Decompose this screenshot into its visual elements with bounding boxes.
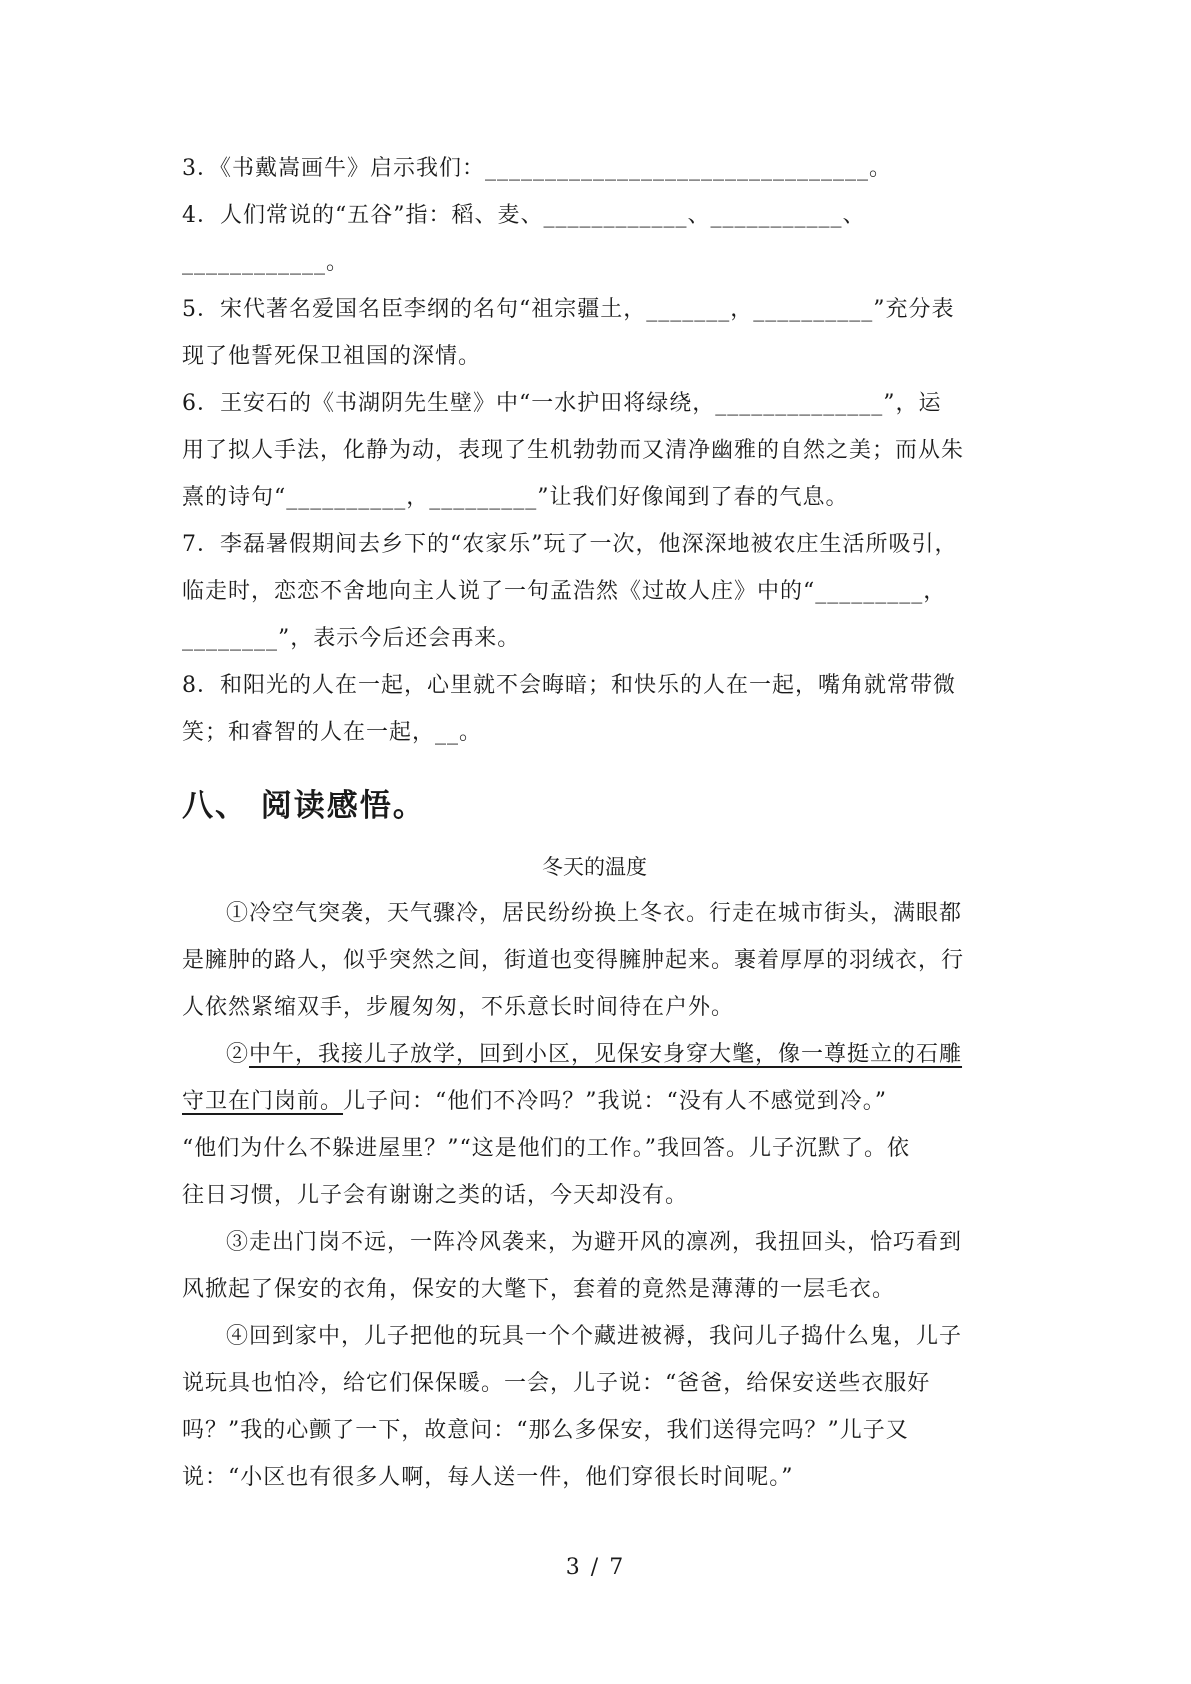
paragraph-line: 说玩具也怕冷，给它们保保暖。一会，儿子说：“爸爸，给保安送些衣服好: [182, 1371, 931, 1396]
paragraph-marker: ②: [226, 1042, 250, 1067]
paragraph-line: 往日习惯，儿子会有谢谢之类的话，今天却没有。: [182, 1183, 689, 1208]
paragraph-line: ④回到家中，儿子把他的玩具一个个藏进被褥，我问儿子捣什么鬼，儿子: [226, 1324, 963, 1349]
page-number: 3 / 7: [565, 1555, 626, 1580]
paragraph-line: ③走出门岗不远，一阵冷风袭来，为避开风的凛冽，我扭回头，恰巧看到: [226, 1230, 963, 1255]
question-line: 3．《书戴嵩画牛》启示我们：________________________________。: [182, 156, 892, 181]
passage-title: 冬天的温度: [542, 855, 647, 879]
question-line: 7．李磊暑假期间去乡下的“农家乐”玩了一次，他深深地被农庄生活所吸引，: [182, 532, 958, 557]
paragraph-line: 人依然紧缩双手，步履匆匆，不乐意长时间待在户外。: [182, 995, 735, 1020]
question-line: 熹的诗句“__________，_________”让我们好像闻到了春的气息。: [182, 485, 849, 510]
question-line: ____________。: [182, 250, 350, 275]
question-line: 8．和阳光的人在一起，心里就不会晦暗；和快乐的人在一起，嘴角就常带微: [182, 673, 956, 698]
question-8: [182, 662, 1007, 756]
paragraph-line: 风掀起了保安的衣角，保安的大氅下，套着的竟然是薄薄的一层毛衣。: [182, 1277, 896, 1302]
passage-paragraph-2: [182, 1031, 1007, 1219]
question-7: [182, 521, 1007, 662]
passage-paragraph-3: [182, 1219, 1007, 1313]
question-5: [182, 286, 1007, 380]
section-heading: 八、 阅读感悟。: [182, 788, 426, 824]
question-3: [182, 145, 1007, 192]
paragraph-line: [182, 1078, 1007, 1125]
paragraph-line: “他们为什么不躲进屋里？”“这是他们的工作。”我回答。儿子沉默了。依: [182, 1136, 910, 1161]
question-line: 6．王安石的《书湖阴先生壁》中“一水护田将绿绕，______________”，运: [182, 391, 942, 416]
question-line: 笑；和睿智的人在一起，__。: [182, 720, 483, 745]
passage-paragraph-4: [182, 1313, 1007, 1501]
underlined-sentence: 守卫在门岗前。: [182, 1089, 344, 1114]
passage-paragraph-1: [182, 890, 1007, 1031]
paragraph-line: 是臃肿的路人，似乎突然之间，街道也变得臃肿起来。裹着厚厚的羽绒衣，行: [182, 948, 965, 973]
paragraph-line: 吗？”我的心颤了一下，故意问：“那么多保安，我们送得完吗？”儿子又: [182, 1418, 909, 1443]
question-line: 4．人们常说的“五谷”指：稻、麦、____________、___________、: [182, 203, 866, 228]
paragraph-line: 说：“小区也有很多人啊，每人送一件，他们穿很长时间呢。”: [182, 1465, 794, 1490]
question-line: 临走时，恋恋不舍地向主人说了一句孟浩然《过故人庄》中的“_________，: [182, 579, 947, 604]
question-line: 5．宋代著名爱国名臣李纲的名句“祖宗疆土，_______，__________”充分表: [182, 297, 955, 322]
question-line: 用了拟人手法，化静为动，表现了生机勃勃而又清净幽雅的自然之美；而从朱: [182, 438, 965, 463]
paragraph-text: 儿子问：“他们不冷吗？”我说：“没有人不感觉到冷。”: [343, 1089, 888, 1114]
paragraph-line: ①冷空气突袭，天气骤冷，居民纷纷换上冬衣。行走在城市街头，满眼都: [226, 901, 963, 926]
question-6: [182, 380, 1007, 521]
question-line: 现了他誓死保卫祖国的深情。: [182, 344, 482, 369]
question-line: ________”，表示今后还会再来。: [182, 626, 521, 651]
page-content: [182, 145, 1007, 1501]
underlined-sentence: 中午，我接儿子放学，回到小区，见保安身穿大氅，像一尊挺立的石雕: [249, 1042, 963, 1067]
paragraph-line: [182, 1031, 1007, 1078]
question-4: [182, 192, 1007, 286]
